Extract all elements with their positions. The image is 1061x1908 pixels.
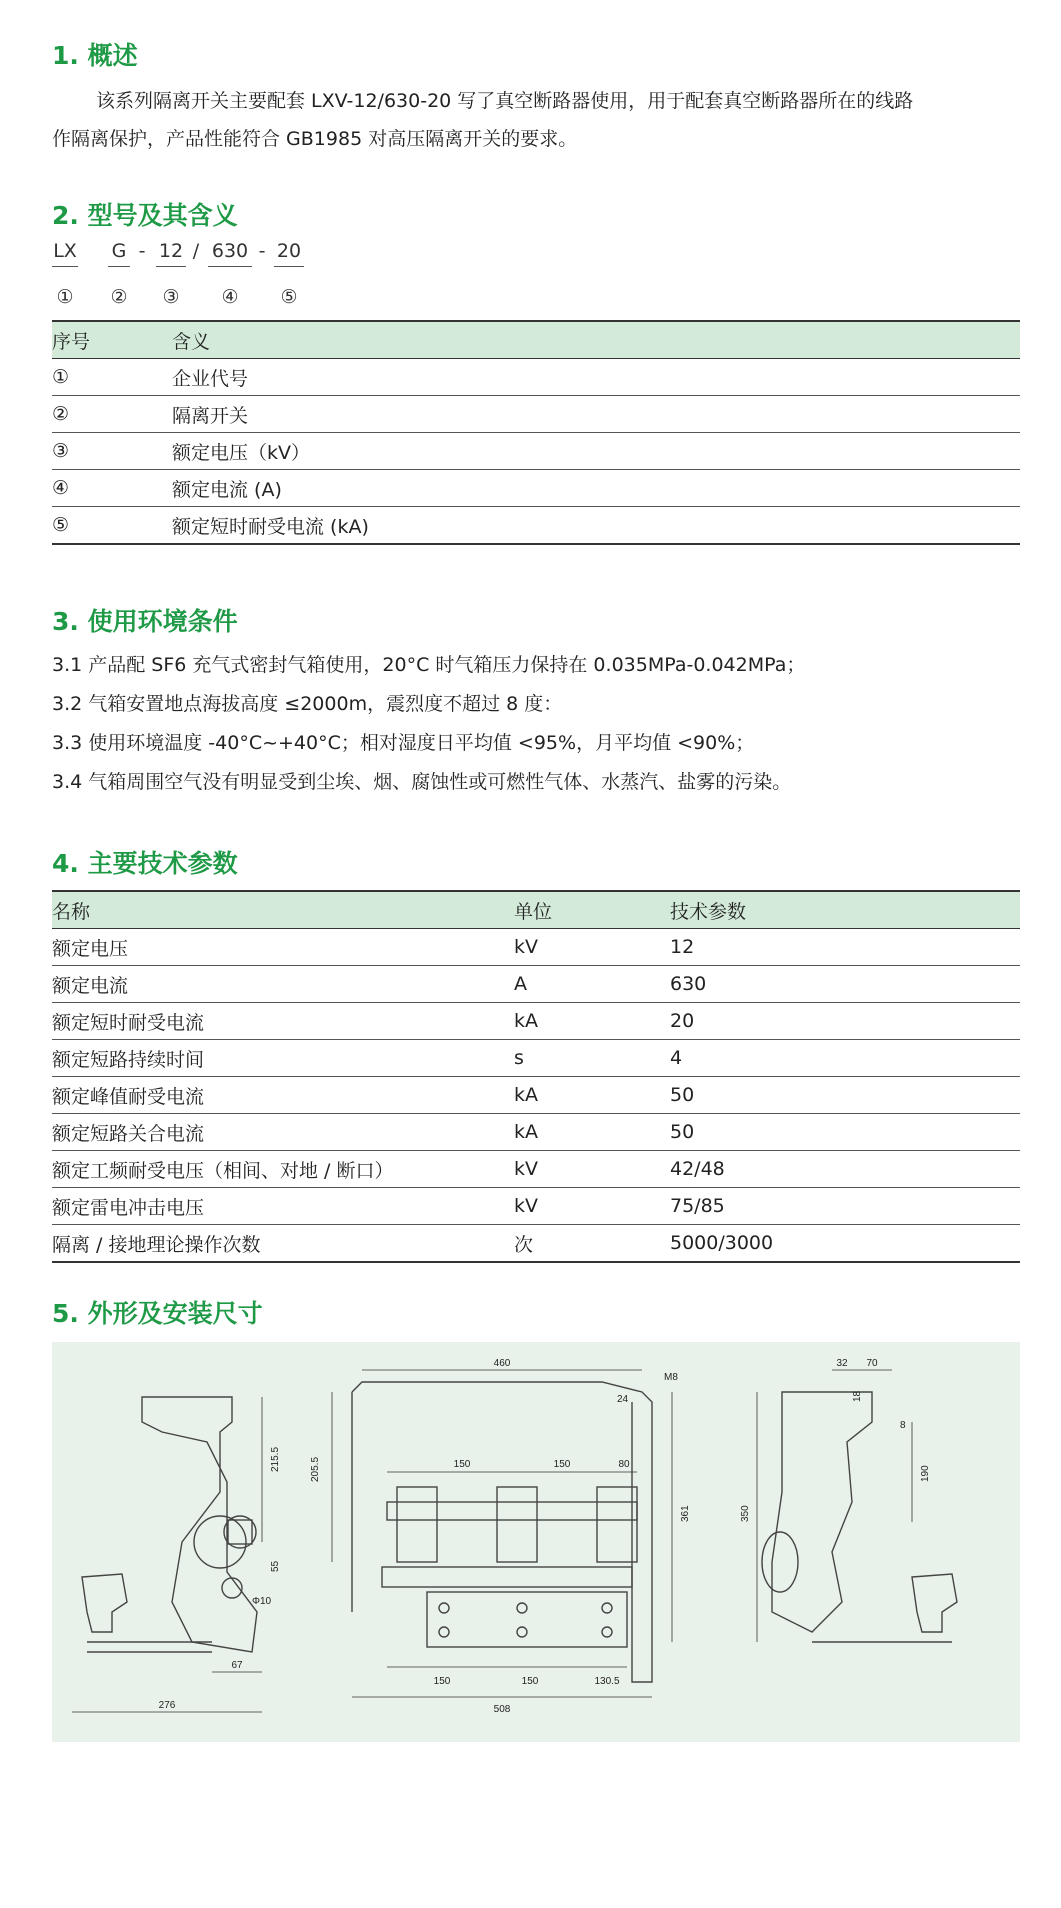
code-part-4: 630	[208, 240, 252, 267]
cell-unit: kA	[514, 1003, 670, 1040]
env-item-1: 3.1 产品配 SF6 充气式密封气箱使用，20°C 时气箱压力保持在 0.035MPa-0.042MPa；	[52, 654, 806, 676]
cell-name: 额定电压	[52, 929, 514, 966]
cell-unit: A	[514, 966, 670, 1003]
col-header-index: 序号	[52, 321, 172, 359]
dim-150-b: 150	[553, 1459, 571, 1470]
table-header-row	[52, 321, 1020, 359]
dim-150-a: 150	[453, 1459, 471, 1470]
dim-24: 24	[617, 1394, 629, 1405]
dimension-drawing	[52, 1342, 1020, 1742]
table-row	[52, 1077, 1020, 1114]
bolt-icon	[439, 1603, 449, 1613]
cell-unit: kV	[514, 1188, 670, 1225]
code-sep-1: -	[138, 240, 146, 262]
front-view-pole-1	[397, 1487, 437, 1562]
dim-67: 67	[231, 1660, 243, 1671]
dim-55: 55	[270, 1560, 281, 1572]
cell-unit: kA	[514, 1077, 670, 1114]
env-item-4: 3.4 气箱周围空气没有明显受到尘埃、烟、腐蚀性或可燃性气体、水蒸汽、盐雾的污染。	[52, 771, 792, 793]
dim-phi10: Φ10	[252, 1596, 272, 1607]
left-view-square	[228, 1520, 252, 1544]
cell-value: 12	[670, 929, 1020, 966]
dim-150-d: 150	[521, 1676, 539, 1687]
tech-params-table	[52, 890, 1020, 1263]
dim-32: 32	[836, 1358, 848, 1369]
table-row	[52, 396, 1020, 433]
cell-name: 额定短路关合电流	[52, 1114, 514, 1151]
dim-190: 190	[920, 1465, 931, 1482]
front-view-pole-3	[597, 1487, 637, 1562]
col-header-value: 技术参数	[670, 891, 1020, 929]
code-part-5: 20	[274, 240, 304, 267]
code-sep-3: -	[258, 240, 266, 262]
code-part-1: LX	[52, 240, 78, 267]
bolt-icon	[602, 1603, 612, 1613]
table-row	[52, 1188, 1020, 1225]
cell-value: 42/48	[670, 1151, 1020, 1188]
dim-m8: M8	[664, 1372, 678, 1383]
cell-name: 隔离 / 接地理论操作次数	[52, 1225, 514, 1263]
dim-205: 205.5	[310, 1456, 321, 1482]
env-item-2: 3.2 气箱安置地点海拔高度 ≤2000m，震烈度不超过 8 度：	[52, 693, 563, 715]
table-row	[52, 1151, 1020, 1188]
code-circle-5: ⑤	[280, 286, 298, 308]
dim-70: 70	[866, 1358, 878, 1369]
code-circle-1: ①	[56, 286, 74, 308]
cell-value: 50	[670, 1077, 1020, 1114]
cell-name: 额定短时耐受电流	[52, 1003, 514, 1040]
section-title-parameters: 4. 主要技术参数	[52, 849, 238, 878]
dim-350: 350	[740, 1505, 751, 1522]
dim-276: 276	[158, 1700, 176, 1711]
code-circle-4: ④	[221, 286, 239, 308]
cell-name: 额定电流	[52, 966, 514, 1003]
table-row	[52, 359, 1020, 396]
cell-value: 75/85	[670, 1188, 1020, 1225]
bolt-icon	[439, 1627, 449, 1637]
cell-meaning: 额定短时耐受电流 (kA)	[172, 507, 1020, 545]
overview-line-1: 该系列隔离开关主要配套 LXV-12/630-20 写了真空断路器使用，用于配套真空断路器所在的线路	[96, 90, 914, 112]
dim-215-5: 215.5	[270, 1446, 281, 1472]
section-title-environment: 3. 使用环境条件	[52, 607, 238, 636]
cell-meaning: 企业代号	[172, 359, 1020, 396]
table-row	[52, 1003, 1020, 1040]
cell-meaning: 额定电压（kV）	[172, 433, 1020, 470]
right-view-disc	[762, 1532, 798, 1592]
section-title-model: 2. 型号及其含义	[52, 201, 238, 230]
code-part-2: G	[108, 240, 130, 267]
cell-unit: 次	[514, 1225, 670, 1263]
code-circle-2: ②	[110, 286, 128, 308]
cell-value: 630	[670, 966, 1020, 1003]
cell-name: 额定雷电冲击电压	[52, 1188, 514, 1225]
table-row	[52, 1114, 1020, 1151]
overview-line-2: 作隔离保护，产品性能符合 GB1985 对高压隔离开关的要求。	[52, 128, 578, 150]
dim-8: 8	[900, 1420, 906, 1431]
cell-unit: kV	[514, 1151, 670, 1188]
cell-name: 额定峰值耐受电流	[52, 1077, 514, 1114]
front-view-busbar	[387, 1502, 637, 1520]
cell-meaning: 额定电流 (A)	[172, 470, 1020, 507]
left-view-ring	[194, 1516, 246, 1568]
left-view-hook	[82, 1574, 127, 1632]
env-item-3: 3.3 使用环境温度 -40°C~+40°C；相对湿度日平均值 <95%，月平均值 <90%；	[52, 732, 755, 754]
right-view-hook	[912, 1574, 957, 1632]
cell-unit: s	[514, 1040, 670, 1077]
cell-unit: kV	[514, 929, 670, 966]
cell-value: 4	[670, 1040, 1020, 1077]
table-row	[52, 929, 1020, 966]
bolt-icon	[602, 1627, 612, 1637]
dim-80: 80	[618, 1459, 630, 1470]
dim-361: 361	[680, 1505, 691, 1522]
front-view-pole-2	[497, 1487, 537, 1562]
cell-value: 50	[670, 1114, 1020, 1151]
left-view-hub	[224, 1516, 256, 1548]
col-header-name: 名称	[52, 891, 514, 929]
cell-value: 20	[670, 1003, 1020, 1040]
col-header-unit: 单位	[514, 891, 670, 929]
model-meaning-table	[52, 320, 1020, 545]
cell-index: ④	[52, 470, 172, 507]
cell-name: 额定工频耐受电压（相间、对地 / 断口）	[52, 1151, 514, 1188]
code-circle-3: ③	[162, 286, 180, 308]
table-row	[52, 966, 1020, 1003]
dim-130-5: 130.5	[594, 1676, 620, 1687]
table-header-row	[52, 891, 1020, 929]
cell-meaning: 隔离开关	[172, 396, 1020, 433]
table-row	[52, 1040, 1020, 1077]
dimension-drawing-svg	[52, 1342, 1020, 1742]
code-sep-2: /	[192, 240, 200, 262]
table-row	[52, 433, 1020, 470]
front-view-base	[427, 1592, 627, 1647]
cell-value: 5000/3000	[670, 1225, 1020, 1263]
cell-index: ①	[52, 359, 172, 396]
table-row	[52, 507, 1020, 545]
col-header-meaning: 含义	[172, 321, 1020, 359]
cell-name: 额定短路持续时间	[52, 1040, 514, 1077]
cell-unit: kA	[514, 1114, 670, 1151]
section-title-overview: 1. 概述	[52, 41, 138, 70]
bolt-icon	[517, 1603, 527, 1613]
front-view-beam	[382, 1567, 632, 1587]
section-title-dimensions: 5. 外形及安装尺寸	[52, 1299, 263, 1328]
bolt-icon	[517, 1627, 527, 1637]
cell-index: ⑤	[52, 507, 172, 545]
dim-18: 18	[852, 1390, 863, 1402]
cell-index: ②	[52, 396, 172, 433]
dim-460: 460	[493, 1358, 511, 1369]
dim-508: 508	[493, 1704, 511, 1715]
code-part-3: 12	[156, 240, 186, 267]
table-row	[52, 1225, 1020, 1263]
right-view-frame	[772, 1392, 872, 1632]
table-row	[52, 470, 1020, 507]
dim-150-c: 150	[433, 1676, 451, 1687]
cell-index: ③	[52, 433, 172, 470]
